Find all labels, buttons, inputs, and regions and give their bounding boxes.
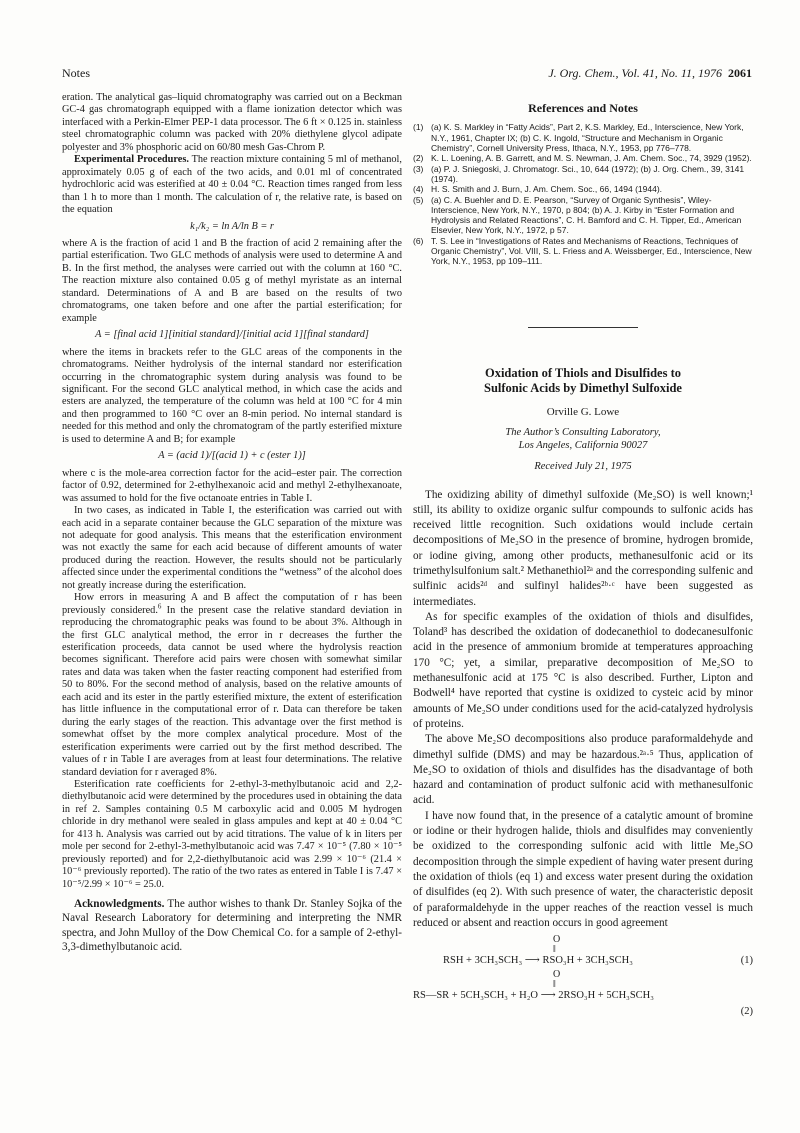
article-paragraph-2: As for specific examples of the oxidation of thiols and disulfides, Toland³ has described the oxidation of dodecanethiol to dodecanesulfonic acid in the presence of ammonium bromide at temperatures approaching 170 °C; yet, a similar, preparative decomposition of Me₂SO to methanesulfonic acid at 175 °C is also described. Further, Lipton and Bodwell⁴ have reported that cystine is oxidized to cysteic acid by minor amounts of Me₂SO under conditions used for the acid-catalyzed hydrolysis of proteins. xyxy=(413,610,753,730)
equation-1-number: (1) xyxy=(740,955,753,967)
reference-item xyxy=(413,153,753,163)
equation-fraction-a: A = [final acid 1][initial standard]/[initial acid 1][final standard] xyxy=(95,329,369,341)
affiliation-line-2: Los Angeles, California 90027 xyxy=(518,440,648,452)
double-bond-2: ‖ xyxy=(553,978,556,990)
paragraph-errors xyxy=(62,592,402,779)
article-paragraph-1: The oxidizing ability of dimethyl sulfoxide (Me₂SO) is well known;¹ still, its ability to oxidize organic sulfur compounds to sulfonic acids has received little recognition. Such oxidations would include certain decompositions of Me₂SO in the presence of bromine, hydrogen bromide, or iodine giving, among other products, methanesulfonic acid or its trimethylsulfonium salt.² Methanethiol²ᵃ and the corresponding sulfenic and sulfinic acids²ᵈ and sulfinyl halides²ᵇ·ᶜ have been suggested as intermediates. xyxy=(413,488,753,608)
heading-experimental: Experimental Procedures. xyxy=(74,154,189,166)
right-column xyxy=(413,96,753,1018)
page-number: 2061 xyxy=(728,66,752,80)
reference-item xyxy=(413,236,753,267)
running-head-section: Notes xyxy=(62,66,90,80)
oxo-label-2: O xyxy=(553,968,561,980)
article-body xyxy=(413,488,753,932)
reference-text: K. L. Loening, A. B. Garrett, and M. S. Newman, J. Am. Chem. Soc., 74, 3929 (1952). xyxy=(431,153,752,164)
reference-number: (6) xyxy=(413,235,424,246)
reaction-equation-1 xyxy=(413,935,753,967)
reference-number: (3) xyxy=(413,163,424,174)
equation-2-text: RS—SR + 5CH₃SCH₃ + H₂O ⟶ 2RSO₃H + 5CH₃SCH₃ xyxy=(413,989,654,1001)
equation-relative-rate: k₁/k₂ = ln A/ln B = r xyxy=(190,220,274,232)
reference-number: (4) xyxy=(413,184,424,195)
article-title xyxy=(413,366,753,396)
paragraph-correction: where c is the mole-area correction factor for the acid–ester pair. The correction factor of 0.92, determined for 2-ethylhexanoic acid and methyl 2-ethylhexanoate, was assumed to hold for the five octanoate entries in Table I. xyxy=(62,467,402,504)
reference-text: (a) K. S. Markley in “Fatty Acids”, Part 2, K.S. Markley, Ed., Interscience, New York, N.Y., 1961, Chapter IX; (b) C. K. Ingold, “Structure and Mechanism in Organic Chemistry”, Cornell University Press, Ithaca, N.Y., 1953, pp 776–778. xyxy=(431,122,744,154)
acknowledgments-text: The author wishes to thank Dr. Stanley Sojka of the Naval Research Laboratory for determining and interpreting the NMR spectra, and John Mulloy of the Dow Chemical Co. for a sample of 2-ethyl-3,3-dimethylbutanoic acid. xyxy=(62,898,402,953)
references-list xyxy=(413,122,753,266)
article-paragraph-3: The above Me₂SO decompositions also produce paraformaldehyde and dimethyl sulfide (DMS) and may be hazardous.²ᵃ·⁵ Thus, application of Me₂SO to oxidation of thiols and disulfides has the disadvantage of both hazard and contamination of product sulfonic acid with methanesulfonic acid. xyxy=(413,733,753,807)
reference-number: (2) xyxy=(413,153,424,164)
left-column xyxy=(62,92,402,954)
article-author: Orville G. Lowe xyxy=(546,405,620,418)
section-divider xyxy=(528,327,638,328)
running-head-journal xyxy=(548,66,752,81)
reference-item xyxy=(413,195,753,236)
reference-text: T. S. Lee in “Investigations of Rates and Mechanisms of Reactions, Techniques of Organic Chemistry”, Vol. VIII, S. L. Friess and A. Weissberger, Ed., Interscience, New York, N.Y., 1953, pp 109–111. xyxy=(431,235,752,267)
reference-number: (1) xyxy=(413,122,424,133)
article-paragraph-4: I have now found that, in the presence of a catalytic amount of bromine or iodine or their hydrogen halide, thiols and disulfides may conveniently be oxidized to the corresponding sulfonic acid with little Me₂SO decomposition through the simple expedient of having water present during the oxidation of thiols (eq 1) and excess water present during the oxidation of disulfides (eq 2). With such presence of water, the characteristic deposit of paraformaldehyde in the upper reaches of the reaction vessel is much reduced or absent and reaction occurs in good agreement xyxy=(413,809,753,929)
references-title: References and Notes xyxy=(528,101,638,115)
equation-fraction-a-ester: A = (acid 1)/[(acid 1) + c (ester 1)] xyxy=(158,450,306,462)
paragraph-method1: where A is the fraction of acid 1 and B the fraction of acid 2 remaining after the partial esterification. Two GLC methods of analysis were used to determine A and B. In the first method, the analyses were carried out with the column at 160 °C. The reaction mixture also contained 0.05 g of methyl myristate as an internal standard. Determinations of A and B are based on the results of two chromatograms, one taken before and one after the partial esterification; for example xyxy=(62,237,402,324)
paragraph-method2: where the items in brackets refer to the GLC areas of the components in the chromatograms. Neither hydrolysis of the internal standard nor esterification occurring in the chromatographic system during analysis was found to be significant. For the second GLC analytical method, in which case the acids and esters are analyzed, the temperature of the column was held at 100 °C for 4 min and then programmed to 160 °C over an 8-min period. No internal standard is needed for this method and only the chromatogram of the partly esterified mixture is used to determine A and B; for example xyxy=(62,346,402,445)
reference-item xyxy=(413,122,753,153)
affiliation-line-1: The Author’s Consulting Laboratory, xyxy=(505,427,661,439)
paragraph-gc: eration. The analytical gas–liquid chromatography was carried out on a Beckman GC-4 gas chromatograph equipped with a flame ionization detector which was interfaced with a Perkin-Elmer PEP-1 data processor. The 6 ft × 0.125 in. stainless steel chromatographic column was packed with 20% diethylene glycol adipate polyester and 3% phosphoric acid on 60/80 mesh Gas-Chrom P. xyxy=(62,92,402,153)
reference-item xyxy=(413,164,753,185)
reference-text: (a) C. A. Buehler and D. E. Pearson, “Survey of Organic Synthesis”, Wiley-Interscience, New York, N.Y., 1970, p 804; (b) A. J. Kirby in “Ester Formation and Hydrolysis and Related Reactions”, C. H. Bamford and C. H. Tipper, Ed., American Elsevier, New York, N.Y., 1972, p 57. xyxy=(431,194,742,236)
received-date: Received July 21, 1975 xyxy=(534,461,632,473)
reaction-equation-2 xyxy=(413,970,753,1019)
oxo-label-1: O xyxy=(553,934,561,946)
paragraph-errors-a: How errors in measuring A and B affect the computation of r has been previously considered. xyxy=(62,592,402,616)
journal-citation: J. Org. Chem., Vol. 41, No. 11, 1976 xyxy=(548,66,722,80)
article-title-line-1: Oxidation of Thiols and Disulfides to xyxy=(484,365,681,380)
double-bond-1: ‖ xyxy=(553,944,556,956)
equation-1-text: RSH + 3CH₃SCH₃ ⟶ RSO₃H + 3CH₃SCH₃ xyxy=(443,955,633,967)
paragraph-acknowledgments xyxy=(62,897,402,954)
article-affiliation xyxy=(413,426,753,452)
paragraph-separate-container: In two cases, as indicated in Table I, the esterification was carried out with each acid in a separate container because the GLC separation of the mixture was not adequate for good analysis. This means that the esterification environment was not exactly the same for each acid because of different amounts of water produced during the reaction. However, the results should not be particularly affected since under the experimental conditions the “wetness” of the alcohol does not greatly increase during the esterification. xyxy=(62,505,402,591)
paragraph-experimental-text: The reaction mixture containing 5 ml of methanol, approximately 0.05 g of each of the two acids, and 0.01 ml of concentrated hydrochloric acid was esterified at 40 ± 0.04 °C. Reaction times ranged from less than 1 h to more than 1 month. The calculation of r, the relative rate, is based on the equation xyxy=(62,154,402,216)
article-title-line-2: Sulfonic Acids by Dimethyl Sulfoxide xyxy=(484,380,682,395)
paragraph-errors-b: In the present case the relative standard deviation in reproducing the chromatographic peaks was found to be about 3%. Although in the first GLC analytical method, the error in r decreases the further the esterification proceeds, data cannot be used where the hydrolysis reaction becomes significant. Therefore acid pairs were chosen with somewhat similar rates and data was taken when the faster reacting component had esterified from 50 to 80%. For the second method of analysis, based on the relative amounts of each acid and its ester in the partly esterified mixture, the extent of esterification has little influence in the computational error of r. Data can therefore be taken during the early stages of the reaction. This advantage over the first method is somewhat offset by the more complex analytical procedure. Most of the esterification experiments were carried out by the first method described. The values of r in Table I are averages from at least four determinations. The relative standard deviation for r averaged 8%. xyxy=(62,604,402,778)
heading-acknowledgments: Acknowledgments. xyxy=(74,898,165,911)
ref-superscript: 6 xyxy=(157,602,162,611)
equation-2-number: (2) xyxy=(740,1006,753,1018)
reference-text: H. S. Smith and J. Burn, J. Am. Chem. Soc., 66, 1494 (1944). xyxy=(431,184,663,195)
paragraph-experimental xyxy=(62,154,402,216)
reference-item xyxy=(413,184,753,194)
paragraph-rate-coefficients: Esterification rate coefficients for 2-ethyl-3-methylbutanoic acid and 2,2-diethylbutanoic acid were determined by the procedures used in obtaining the data in ref 2. Samples containing 0.5 M carboxylic acid and 0.005 M hydrogen chloride in dry methanol were sealed in glass ampules and kept at 40 ± 0.04 °C for 413 h. Analysis was carried out by acid titrations. The value of k in liters per mole per second for 2-ethyl-3-methylbutanoic acid was 7.47 × 10⁻⁵ (7.80 × 10⁻⁵ previously reported) and for 2,2-diethylbutanoic acid was 2.99 × 10⁻⁶ (21.4 × 10⁻⁶ previously reported). The ratio of the two rates as entered in Table I is 7.47 × 10⁻⁵/2.99 × 10⁻⁶ = 25.0. xyxy=(62,779,402,890)
reference-text: (a) P. J. Sniegoski, J. Chromatogr. Sci., 10, 644 (1972); (b) J. Org. Chem., 39, 3141 (1974). xyxy=(431,163,745,184)
reference-number: (5) xyxy=(413,194,424,205)
